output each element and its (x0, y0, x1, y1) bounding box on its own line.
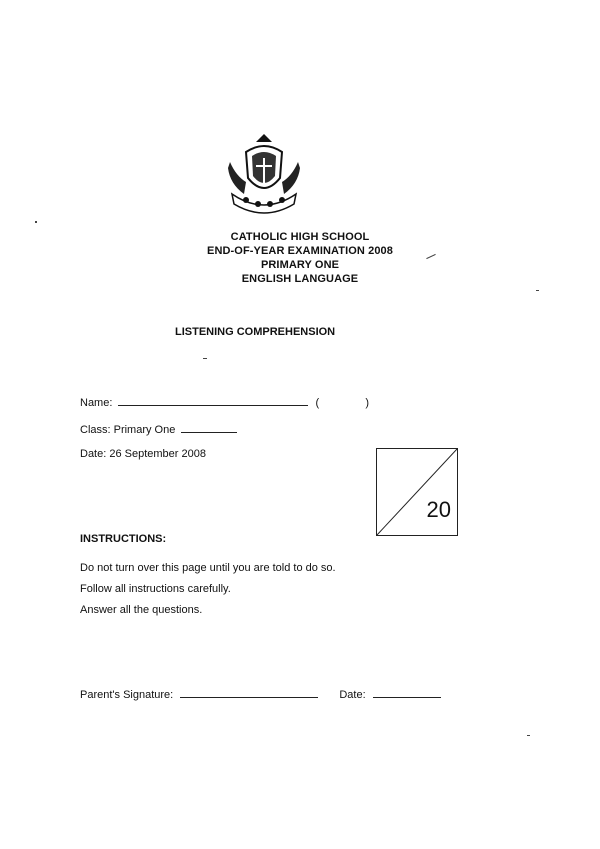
parent-signature-label: Parent's Signature: (80, 689, 174, 701)
scan-speck (536, 290, 539, 291)
signature-row (80, 688, 441, 701)
exam-subject: ENGLISH LANGUAGE (241, 273, 359, 285)
school-crest-icon (222, 132, 306, 218)
exam-name: END-OF-YEAR EXAMINATION 2008 (207, 245, 393, 257)
class-field (80, 423, 237, 436)
date-label: Date: 26 September 2008 (80, 448, 206, 460)
name-input-line[interactable] (118, 396, 308, 406)
school-name: CATHOLIC HIGH SCHOOL (230, 231, 370, 243)
class-input-line[interactable] (181, 423, 237, 433)
parent-signature-line[interactable] (180, 688, 318, 698)
instruction-item: Do not turn over this page until you are told to do so. (80, 562, 336, 574)
scan-speck (35, 221, 37, 223)
instruction-item: Follow all instructions carefully. (80, 583, 231, 595)
name-field (80, 396, 369, 409)
index-paren-close: ) (365, 397, 369, 409)
instruction-item: Answer all the questions. (80, 604, 203, 616)
scan-speck (527, 735, 530, 736)
instructions-title: INSTRUCTIONS: (80, 533, 167, 545)
score-box (376, 448, 458, 536)
exam-level: PRIMARY ONE (260, 259, 340, 271)
name-label: Name: (80, 397, 113, 409)
signature-date-label: Date: (339, 689, 366, 701)
score-total: 20 (426, 497, 451, 522)
class-label: Class: Primary One (80, 424, 176, 436)
exam-header (0, 230, 600, 286)
signature-date-line[interactable] (373, 688, 441, 698)
date-field (80, 448, 206, 460)
index-paren-open: ( (315, 397, 320, 409)
scan-speck (203, 358, 207, 359)
section-title: LISTENING COMPREHENSION (175, 326, 336, 338)
